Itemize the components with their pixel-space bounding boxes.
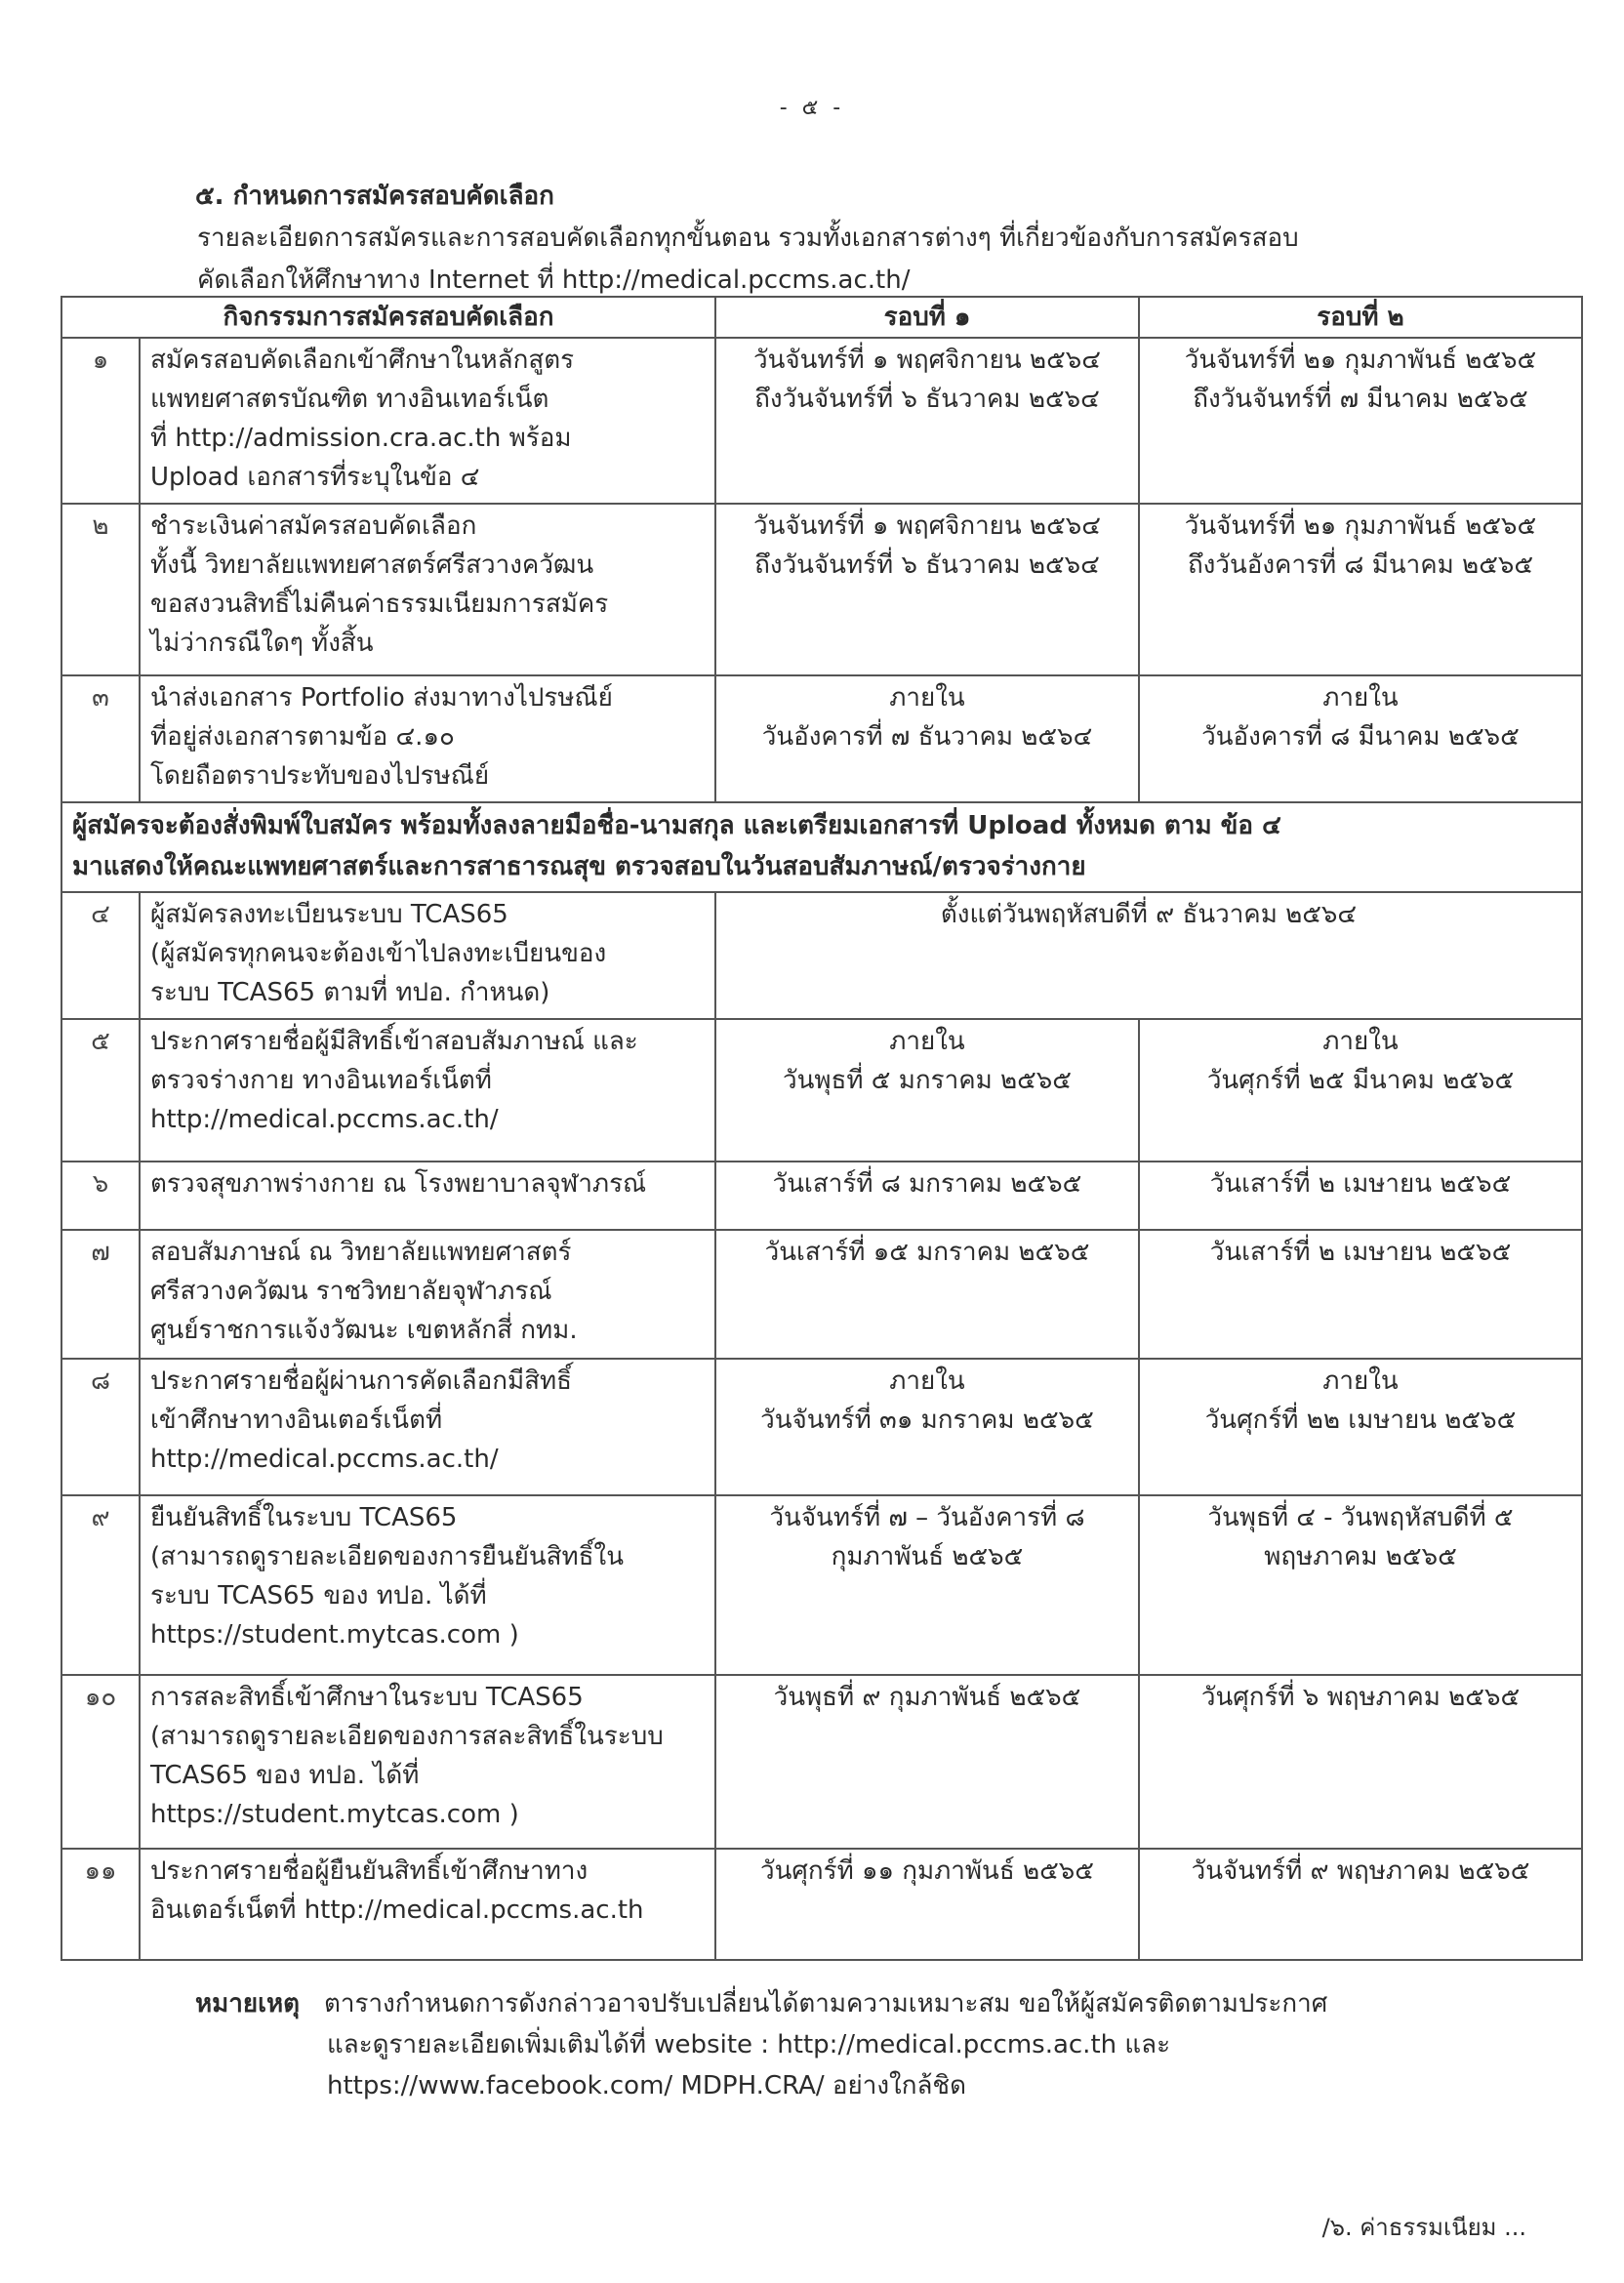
activity-line: (สามารถดูรายละเอียดของการสละสิทธิ์ในระบบ — [150, 1722, 664, 1751]
activity-line: ประกาศรายชื่อผู้มีสิทธิ์เข้าสอบสัมภาษณ์ และ — [150, 1027, 638, 1056]
round-line: ภายใน — [1322, 1366, 1399, 1396]
activity-line: ผู้สมัครลงทะเบียนระบบ TCAS65 — [150, 900, 508, 929]
row-number: ๒ — [61, 504, 140, 675]
activity-line: http://medical.pccms.ac.th/ — [150, 1105, 499, 1134]
header-activity: กิจกรรมการสมัครสอบคัดเลือก — [61, 297, 715, 338]
round-line: ถึงวันจันทร์ที่ ๖ ธันวาคม ๒๕๖๔ — [754, 550, 1100, 580]
footnote-label: หมายเหตุ — [195, 1989, 301, 2018]
section-desc-prefix: คัดเลือกให้ศึกษาทาง Internet ที่ — [197, 265, 562, 295]
row-number: ๖ — [61, 1162, 140, 1230]
round-line: วันจันทร์ที่ ๒๑ กุมภาพันธ์ ๒๕๖๕ — [1184, 346, 1537, 375]
row-activity — [140, 1849, 715, 1960]
footnote-line: https://www.facebook.com/ MDPH.CRA/ อย่างใกล้ชิด — [327, 2071, 966, 2100]
section-url-link[interactable]: http://medical.pccms.ac.th/ — [561, 265, 911, 295]
row-round-2 — [1139, 1849, 1582, 1960]
round-line: วันจันทร์ที่ ๙ พฤษภาคม ๒๕๖๕ — [1191, 1856, 1530, 1886]
table-header-row — [61, 297, 1582, 338]
activity-line: Upload เอกสารที่ระบุในข้อ ๔ — [150, 463, 480, 492]
round-line: ภายใน — [889, 1027, 965, 1056]
row-round-1 — [715, 1675, 1139, 1849]
round-line: วันศุกร์ที่ ๒๕ มีนาคม ๒๕๖๕ — [1206, 1066, 1515, 1095]
footnote-line: ตารางกำหนดการดังกล่าวอาจปรับเปลี่ยนได้ตามความเหมาะสม ขอให้ผู้สมัครติดตามประกาศ — [324, 1989, 1328, 2018]
row-round-2 — [1139, 1162, 1582, 1230]
activity-line: ยืนยันสิทธิ์ในระบบ TCAS65 — [150, 1503, 458, 1532]
row-activity — [140, 1675, 715, 1849]
round-line: วันเสาร์ที่ ๒ เมษายน ๒๕๖๕ — [1209, 1169, 1512, 1199]
row-activity — [140, 1359, 715, 1495]
activity-line: ขอสงวนสิทธิ์ไม่คืนค่าธรรมเนียมการสมัคร — [150, 590, 609, 619]
activity-line: ระบบ TCAS65 ตามที่ ทปอ. กำหนด) — [150, 978, 550, 1007]
round-line: ภายใน — [1322, 683, 1399, 713]
round-line: กุมภาพันธ์ ๒๕๖๕ — [831, 1542, 1024, 1571]
row-number: ๕ — [61, 1019, 140, 1162]
row-round-2 — [1139, 1230, 1582, 1359]
round-line: ภายใน — [889, 1366, 965, 1396]
table-row — [61, 338, 1582, 504]
row-round-2 — [1139, 1019, 1582, 1162]
notice-row — [61, 802, 1582, 892]
section-heading: ๕. กำหนดการสมัครสอบคัดเลือก — [195, 182, 554, 211]
row-round-1 — [715, 1359, 1139, 1495]
row-round-1 — [715, 1162, 1139, 1230]
row-round-1 — [715, 675, 1139, 802]
round-line: พฤษภาคม ๒๕๖๕ — [1264, 1542, 1457, 1571]
table-row — [61, 892, 1582, 1019]
activity-line: (สามารถดูรายละเอียดของการยืนยันสิทธิ์ใน — [150, 1542, 625, 1571]
activity-line: โดยถือตราประทับของไปรษณีย์ — [150, 761, 490, 791]
row-round-2 — [1139, 1495, 1582, 1675]
round-line: วันอังคารที่ ๗ ธันวาคม ๒๕๖๔ — [761, 722, 1093, 752]
section-5 — [195, 176, 1454, 302]
row-number: ๙ — [61, 1495, 140, 1675]
row-activity — [140, 504, 715, 675]
row-number: ๓ — [61, 675, 140, 802]
activity-line: สมัครสอบคัดเลือกเข้าศึกษาในหลักสูตร — [150, 346, 575, 375]
round-line: วันจันทร์ที่ ๑ พฤศจิกายน ๒๕๖๔ — [753, 511, 1101, 541]
activity-line: ไม่ว่ากรณีใดๆ ทั้งสิ้น — [150, 629, 374, 658]
row-activity — [140, 1230, 715, 1359]
activity-line: ที่อยู่ส่งเอกสารตามข้อ ๔.๑๐ — [150, 722, 455, 752]
activity-line: TCAS65 ของ ทปอ. ได้ที่ — [150, 1761, 420, 1790]
round-line: ถึงวันอังคารที่ ๘ มีนาคม ๒๕๖๕ — [1187, 550, 1534, 580]
activity-line: ประกาศรายชื่อผู้ยืนยันสิทธิ์เข้าศึกษาทาง — [150, 1856, 589, 1886]
row-activity — [140, 1495, 715, 1675]
activity-line: http://medical.pccms.ac.th/ — [150, 1445, 499, 1474]
row-number: ๑๐ — [61, 1675, 140, 1849]
notice-line: ผู้สมัครจะต้องสั่งพิมพ์ใบสมัคร พร้อมทั้งลงลายมือชื่อ-นามสกุล และเตรียมเอกสารที่ Upload ทั้งหมด ตาม ข้อ ๔ — [72, 811, 1281, 840]
round-line: วันจันทร์ที่ ๓๑ มกราคม ๒๕๖๕ — [760, 1406, 1094, 1435]
activity-line: สอบสัมภาษณ์ ณ วิทยาลัยแพทยศาสตร์ — [150, 1238, 572, 1267]
round-line: ภายใน — [889, 683, 965, 713]
table-row — [61, 675, 1582, 802]
row-round-1 — [715, 1849, 1139, 1960]
activity-line: ทั้งนี้ วิทยาลัยแพทยศาสตร์ศรีสวางควัฒน — [150, 550, 594, 580]
round-line: วันจันทร์ที่ ๒๑ กุมภาพันธ์ ๒๕๖๕ — [1184, 511, 1537, 541]
row-activity — [140, 1019, 715, 1162]
row-round-2 — [1139, 338, 1582, 504]
round-line: ถึงวันจันทร์ที่ ๗ มีนาคม ๒๕๖๕ — [1193, 385, 1528, 414]
round-line: วันศุกร์ที่ ๑๑ กุมภาพันธ์ ๒๕๖๕ — [760, 1856, 1094, 1886]
table-row — [61, 504, 1582, 675]
header-round-2: รอบที่ ๒ — [1139, 297, 1582, 338]
row-both-rounds: ตั้งแต่วันพฤหัสบดีที่ ๙ ธันวาคม ๒๕๖๔ — [715, 892, 1582, 1019]
activity-line: แพทยศาสตรบัณฑิต ทางอินเทอร์เน็ต — [150, 385, 549, 414]
row-round-2 — [1139, 675, 1582, 802]
table-row — [61, 1162, 1582, 1230]
activity-line: ประกาศรายชื่อผู้ผ่านการคัดเลือกมีสิทธิ์ — [150, 1366, 572, 1396]
footnote-line: และดูรายละเอียดเพิ่มเติมได้ที่ website : http://medical.pccms.ac.th และ — [327, 2030, 1171, 2059]
round-line: ถึงวันจันทร์ที่ ๖ ธันวาคม ๒๕๖๔ — [754, 385, 1100, 414]
round-line: ภายใน — [1322, 1027, 1399, 1056]
activity-line: ที่ http://admission.cra.ac.th พร้อม — [150, 424, 572, 453]
row-round-1 — [715, 1019, 1139, 1162]
activity-line: ระบบ TCAS65 ของ ทปอ. ได้ที่ — [150, 1581, 487, 1610]
row-activity — [140, 892, 715, 1019]
row-number: ๑ — [61, 338, 140, 504]
row-number: ๑๑ — [61, 1849, 140, 1960]
row-round-2 — [1139, 1675, 1582, 1849]
table-row — [61, 1849, 1582, 1960]
activity-line: ศรีสวางควัฒน ราชวิทยาลัยจุฬาภรณ์ — [150, 1277, 552, 1306]
round-line: วันจันทร์ที่ ๗ – วันอังคารที่ ๘ — [769, 1503, 1085, 1532]
row-activity — [140, 1162, 715, 1230]
row-activity — [140, 675, 715, 802]
activity-line: ตรวจร่างกาย ทางอินเทอร์เน็ตที่ — [150, 1066, 492, 1095]
schedule-table — [61, 296, 1583, 1961]
header-round-1: รอบที่ ๑ — [715, 297, 1139, 338]
round-line: วันเสาร์ที่ ๑๕ มกราคม ๒๕๖๕ — [764, 1238, 1090, 1267]
round-line: วันจันทร์ที่ ๑ พฤศจิกายน ๒๕๖๔ — [753, 346, 1101, 375]
table-row — [61, 1019, 1582, 1162]
row-number: ๗ — [61, 1230, 140, 1359]
activity-line: อินเตอร์เน็ตที่ http://medical.pccms.ac.th — [150, 1896, 644, 1925]
table-row — [61, 1675, 1582, 1849]
row-round-1 — [715, 504, 1139, 675]
activity-line: ศูนย์ราชการแจ้งวัฒนะ เขตหลักสี่ กทม. — [150, 1316, 578, 1345]
row-round-1 — [715, 1495, 1139, 1675]
table-row — [61, 1495, 1582, 1675]
table-row — [61, 1359, 1582, 1495]
row-number: ๘ — [61, 1359, 140, 1495]
table-row — [61, 1230, 1582, 1359]
round-line: วันเสาร์ที่ ๘ มกราคม ๒๕๖๕ — [772, 1169, 1082, 1199]
footnote — [195, 1983, 1483, 2106]
row-round-2 — [1139, 504, 1582, 675]
row-round-2 — [1139, 1359, 1582, 1495]
round-line: วันศุกร์ที่ ๖ พฤษภาคม ๒๕๖๕ — [1200, 1683, 1521, 1712]
section-desc-line1: รายละเอียดการสมัครและการสอบคัดเลือกทุกขั้นตอน รวมทั้งเอกสารต่างๆ ที่เกี่ยวข้องกับการสมัครสอบ — [197, 224, 1299, 253]
row-number: ๔ — [61, 892, 140, 1019]
round-line: วันอังคารที่ ๘ มีนาคม ๒๕๖๕ — [1201, 722, 1520, 752]
row-round-1 — [715, 1230, 1139, 1359]
activity-line: การสละสิทธิ์เข้าศึกษาในระบบ TCAS65 — [150, 1683, 584, 1712]
round-line: วันพุธที่ ๕ มกราคม ๒๕๖๕ — [783, 1066, 1072, 1095]
row-activity — [140, 338, 715, 504]
activity-line: https://student.mytcas.com ) — [150, 1620, 519, 1650]
activity-line: ตรวจสุขภาพร่างกาย ณ โรงพยาบาลจุฬาภรณ์ — [150, 1169, 647, 1199]
round-line: วันพุธที่ ๙ กุมภาพันธ์ ๒๕๖๕ — [773, 1683, 1081, 1712]
round-line: วันศุกร์ที่ ๒๒ เมษายน ๒๕๖๕ — [1204, 1406, 1517, 1435]
round-line: วันพุธที่ ๔ - วันพฤหัสบดีที่ ๕ — [1207, 1503, 1514, 1532]
activity-line: เข้าศึกษาทางอินเตอร์เน็ตที่ — [150, 1406, 443, 1435]
next-page-marker: /๖. ค่าธรรมเนียม ... — [1321, 2214, 1526, 2241]
activity-line: https://student.mytcas.com ) — [150, 1800, 519, 1829]
round-line: วันเสาร์ที่ ๒ เมษายน ๒๕๖๕ — [1209, 1238, 1512, 1267]
row-round-1 — [715, 338, 1139, 504]
page-number: - ๕ - — [779, 96, 845, 120]
activity-line: (ผู้สมัครทุกคนจะต้องเข้าไปลงทะเบียนของ — [150, 939, 607, 968]
activity-line: ชำระเงินค่าสมัครสอบคัดเลือก — [150, 511, 477, 541]
activity-line: นำส่งเอกสาร Portfolio ส่งมาทางไปรษณีย์ — [150, 683, 613, 713]
notice-line: มาแสดงให้คณะแพทยศาสตร์และการสาธารณสุข ตรวจสอบในวันสอบสัมภาษณ์/ตรวจร่างกาย — [72, 852, 1086, 881]
